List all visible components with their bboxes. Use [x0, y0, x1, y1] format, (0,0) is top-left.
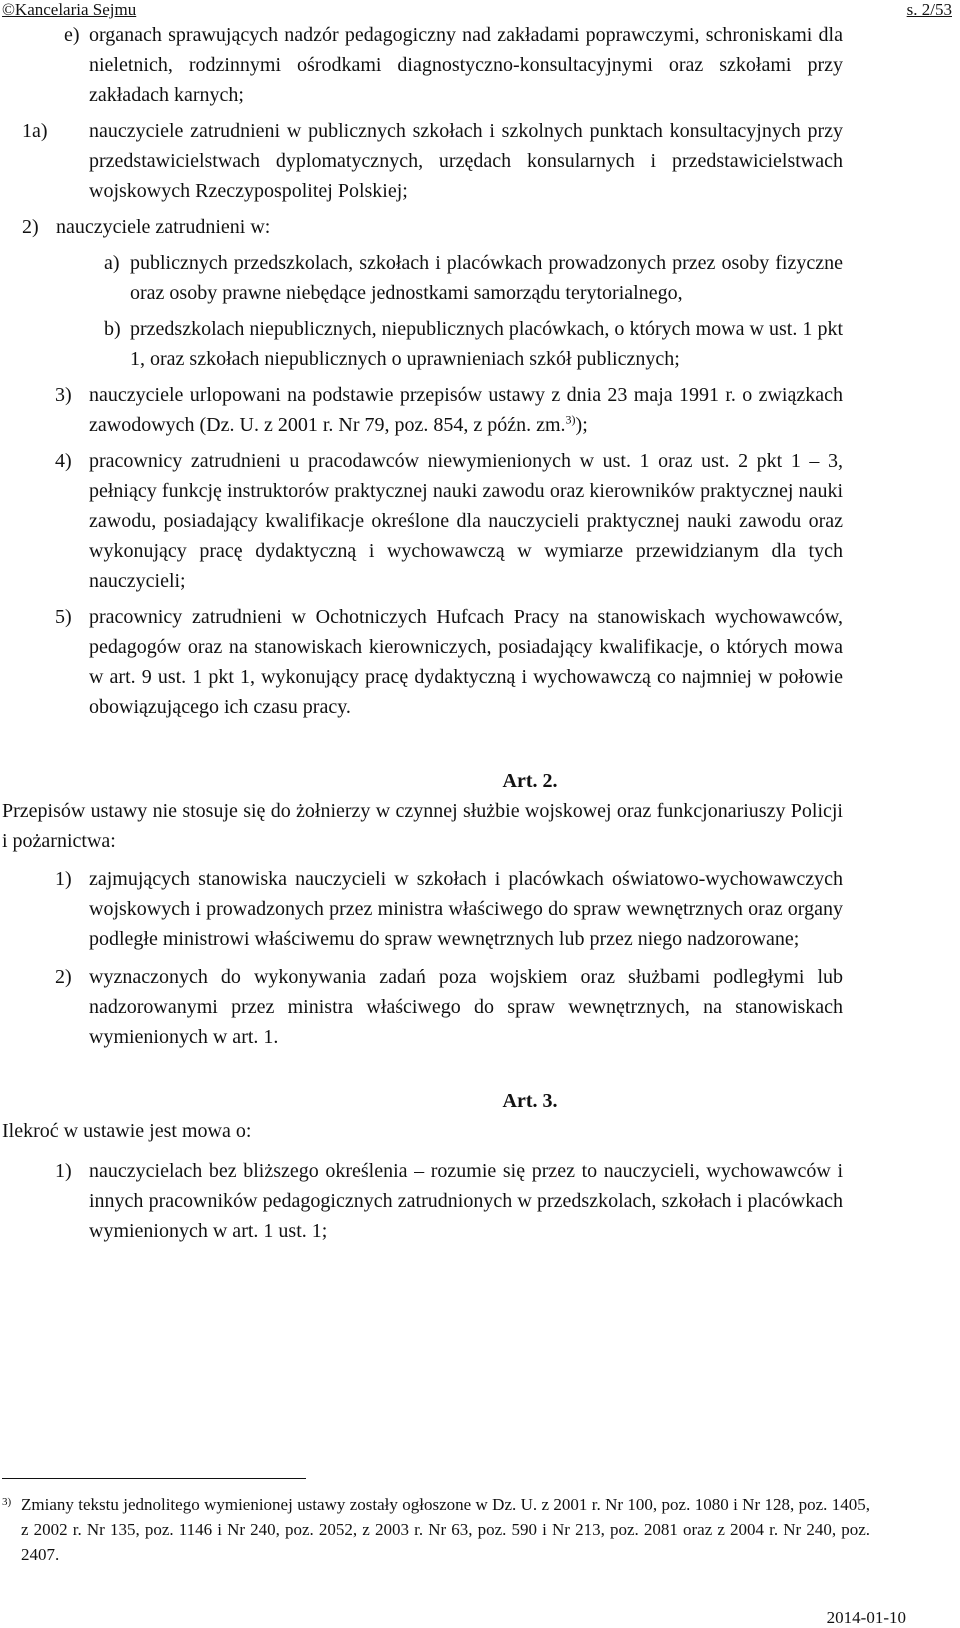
article-2-intro: Przepisów ustawy nie stosuje się do żołnierzy w czynnej służbie wojskowej oraz funkcjonariuszy Policji i pożarnictwa:	[2, 800, 843, 852]
item-text: wyznaczonych do wykonywania zadań poza wojskiem oraz służbami podległymi lub nadzorowanymi przez ministra właściwego do spraw wewnętrznych, na stanowiskach wymienionych w art. 1.	[89, 966, 843, 1048]
item-text	[89, 380, 843, 440]
article-3-point-1	[55, 1156, 843, 1246]
item-label: 4)	[55, 450, 72, 472]
article-3-intro: Ilekroć w ustawie jest mowa o:	[2, 1120, 252, 1142]
item-text: pracownicy zatrudnieni w Ochotniczych Hufcach Pracy na stanowiskach wychowawców, pedagogów oraz na stanowiskach kierowniczych, posiadający kwalifikacje, o których mowa w art. 9 ust. 1 pkt 1, wykonujący pracę dydaktyczną i wychowawczą co najmniej w połowie obowiązującego ich czasu pracy.	[89, 606, 843, 718]
list-item-2	[22, 212, 843, 242]
item-text-end: );	[575, 414, 588, 436]
item-label: 2)	[55, 966, 72, 988]
item-text: organach sprawujących nadzór pedagogiczny nad zakładami poprawczymi, schroniskami dla nieletnich, rodzinnymi ośrodkami diagnostyczno-konsultacyjnymi oraz szkołami przy zakładach karnych;	[89, 24, 843, 106]
list-item-4	[55, 446, 843, 596]
article-3-title: Art. 3.	[502, 1090, 558, 1112]
header-source: ©Kancelaria Sejmu	[2, 0, 137, 19]
list-item-2b	[104, 314, 843, 374]
item-text: zajmujących stanowiska nauczycieli w szkołach i placówkach oświatowo-wychowawczych wojskowych i prowadzonych przez ministra właściwego do spraw wewnętrznych oraz organy podległe ministrowi właściwemu do spraw wewnętrznych lub przez niego nadzorowane;	[89, 868, 843, 950]
footnote-mark: 3)	[2, 1496, 12, 1508]
list-item-e	[64, 20, 843, 110]
list-item-5	[55, 602, 843, 722]
item-text: przedszkolach niepublicznych, niepublicznych placówkach, o których mowa w ust. 1 pkt 1, oraz szkołach niepublicznych o uprawnieniach szkół publicznych;	[130, 318, 843, 370]
item-label: b)	[104, 318, 121, 340]
item-label: 5)	[55, 606, 72, 628]
item-label: 1)	[55, 868, 72, 890]
item-label: 2)	[22, 216, 39, 238]
item-label: e)	[64, 24, 80, 46]
item-text: nauczycielach bez bliższego określenia – rozumie się przez to nauczycieli, wychowawców i innych pracowników pedagogicznych zatrudnionych w przedszkolach, szkołach i placówkach wymienionych w art. 1 ust. 1;	[89, 1160, 843, 1242]
list-item-1a	[22, 116, 843, 206]
article-2-point-1	[55, 864, 843, 954]
item-label: a)	[104, 252, 120, 274]
header-page-number: s. 2/53	[906, 0, 952, 19]
article-2-title: Art. 2.	[502, 770, 558, 792]
item-text: nauczyciele zatrudnieni w publicznych szkołach i szkolnych punktach konsultacyjnych przy przedstawicielstwach dyplomatycznych, urzędach konsularnych i przedstawicielstwach wojskowych Rzeczypospolitej Polskiej;	[89, 120, 843, 202]
list-item-3	[55, 380, 843, 440]
item-text: pracownicy zatrudnieni u pracodawców niewymienionych w ust. 1 oraz ust. 2 pkt 1 – 3, pełniący funkcję instruktorów praktycznej nauki zawodu oraz kierowników praktycznej nauki zawodu, posiadający kwalifikacje określone dla nauczycieli praktycznej nauki zawodu oraz wykonujący pracę dydaktyczną i wychowawczą w wymiarze przewidzianym dla tych nauczycieli;	[89, 450, 843, 592]
footnote-reference[interactable]: 3)	[565, 412, 576, 427]
item-label: 3)	[55, 384, 72, 406]
document-date: 2014-01-10	[826, 1608, 906, 1627]
article-2-point-2	[55, 962, 843, 1052]
footnote	[2, 1492, 870, 1567]
document-body	[0, 20, 960, 1246]
item-text-main: nauczyciele urlopowani na podstawie przepisów ustawy z dnia 23 maja 1991 r. o związkach zawodowych (Dz. U. z 2001 r. Nr 79, poz. 854, z późn. zm.	[89, 384, 843, 436]
footnote-separator	[2, 1478, 306, 1479]
item-text: nauczyciele zatrudnieni w:	[56, 216, 271, 238]
item-label: 1)	[55, 1160, 72, 1182]
item-label: 1a)	[22, 120, 48, 142]
item-text: publicznych przedszkolach, szkołach i placówkach prowadzonych przez osoby fizyczne oraz osoby prawne niebędące jednostkami samorządu terytorialnego,	[130, 252, 843, 304]
list-item-2a	[104, 248, 843, 308]
footnote-text: Zmiany tekstu jednolitego wymienionej ustawy zostały ogłoszone w Dz. U. z 2001 r. Nr 100, poz. 1080 i Nr 128, poz. 1405, z 2002 r. Nr 135, poz. 1146 i Nr 240, poz. 2052, z 2003 r. Nr 63, poz. 590 i Nr 213, poz. 2081 oraz z 2004 r. Nr 240, poz. 2407.	[21, 1495, 870, 1564]
